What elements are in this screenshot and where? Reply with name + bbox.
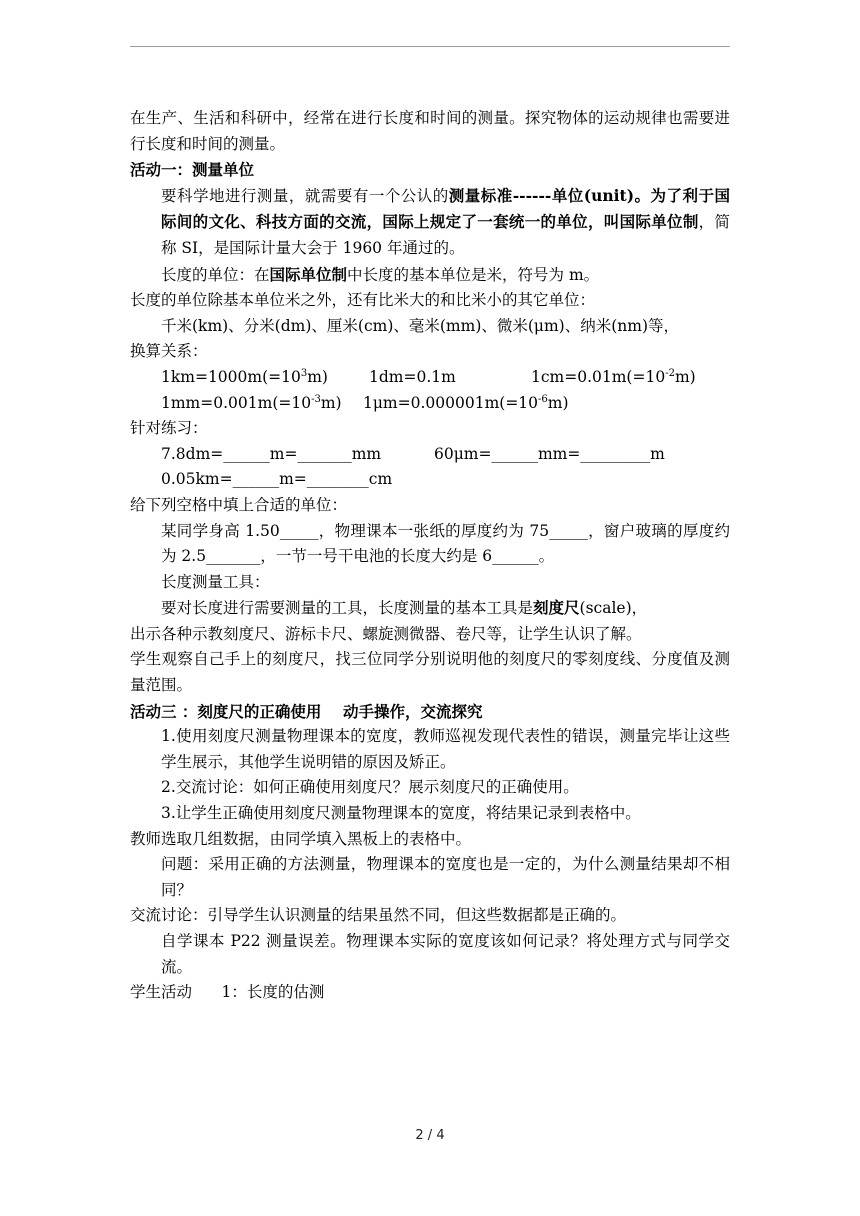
conversion-mm [161, 391, 363, 417]
text-run: 中长度的基本单位是米，符号为 m。 [347, 265, 600, 284]
conversion-cm [531, 368, 696, 386]
text-run: 1mm=0.001m(=10 [161, 393, 312, 412]
text-run: m) [674, 367, 696, 386]
exercise-row-2: 0.05km=______m=________cm [161, 470, 393, 489]
exercise-item: 7.8dm=______m=_______mm [161, 444, 382, 463]
text-run: 1km=1000m(=10 [161, 367, 301, 386]
teacher-paragraph: 教师选取几组数据，由同学填入黑板上的表格中。 [130, 829, 472, 848]
discussion-paragraph: 交流讨论：引导学生认识测量的结果虽然不同，但这些数据都是正确的。 [130, 906, 627, 925]
step-2: 2.交流讨论：如何正确使用刻度尺？展示刻度尺的正确使用。 [161, 778, 579, 797]
text-run: 1μm=0.000001m(=10 [363, 393, 539, 412]
bold-term: 国际单位制 [619, 212, 699, 232]
exponent: -3 [311, 393, 321, 405]
conversion-km [161, 365, 369, 391]
text-run: 1cm=0.01m(=10 [531, 367, 666, 386]
bold-term: 测量标准------单位(unit) [448, 185, 635, 205]
text-run: 要科学地进行测量，就需要有一个公认的 [161, 186, 449, 205]
conversion-um [363, 394, 569, 412]
text-run: (scale)， [579, 599, 648, 618]
exercise-title: 针对练习： [130, 419, 208, 438]
page-number: 2 / 4 [415, 1128, 445, 1143]
text-run: ，简称 SI，是国际计量大会于 1960 年通过的。 [161, 213, 730, 257]
text-run: m) [307, 367, 328, 386]
conversion-dm: 1dm=0.1m [369, 367, 456, 386]
fill-units-title: 给下列空格中填上合适的单位： [130, 495, 348, 514]
bold-term: 刻度尺 [533, 598, 580, 618]
tool-title: 长度测量工具： [161, 572, 270, 591]
conversion-row-2 [130, 391, 730, 417]
fill-units-paragraph: 某同学身高 1.50_____，物理课本一张纸的厚度约为 75_____，窗户玻璃的厚度约为 2.5_______，一节一号干电池的长度大约是 6______。 [161, 521, 730, 566]
document-body [130, 106, 730, 1006]
question-paragraph: 问题：采用正确的方法测量，物理课本的宽度也是一定的，为什么测量结果却不相同？ [161, 855, 730, 899]
unit-list: 千米(km)、分米(dm)、厘米(cm)、毫米(mm)、微米(μm)、纳米(nm)等， [161, 316, 680, 335]
exercise-item: 60μm=______mm=_________m [434, 444, 665, 463]
exponent: 3 [300, 367, 308, 379]
show-tools-paragraph: 出示各种示教刻度尺、游标卡尺、螺旋测微器、卷尺等，让学生认识了解。 [130, 624, 642, 643]
conversion-title: 换算关系： [130, 342, 208, 361]
activity-one-heading: 活动一：测量单位 [130, 160, 255, 180]
intro-paragraph: 在生产、生活和科研中，经常在进行长度和时间的测量。探究物体的运动规律也需要进行长度和时间的测量。 [130, 109, 730, 153]
header-rule [130, 46, 730, 47]
text-run: m) [547, 393, 569, 412]
exponent: -6 [538, 393, 548, 405]
activity-three-heading: 活动三 ：刻度尺的正确使用 动手操作，交流探究 [130, 701, 483, 721]
observe-paragraph: 学生观察自己手上的刻度尺，找三位同学分别说明他的刻度尺的零刻度线、分度值及测量范围。 [130, 650, 730, 695]
text-run: 要对长度进行需要测量的工具，长度测量的基本工具是 [161, 599, 534, 618]
text-run: m) [320, 393, 342, 412]
step-1: 1.使用刻度尺测量物理课本的宽度，教师巡视发现代表性的错误，测量完毕让这些学生展示，其他学生说明错的原因及矫正。 [161, 727, 730, 771]
student-activity-1: 学生活动 1：长度的估测 [130, 983, 325, 1002]
other-units-paragraph: 长度的单位除基本单位米之外，还有比米大的和比米小的其它单位： [130, 291, 596, 310]
exponent: -2 [665, 367, 675, 379]
unit-paragraph [130, 183, 730, 262]
bold-term: 国际单位制 [269, 264, 348, 284]
self-study-paragraph: 自学课本 P22 测量误差。物理课本实际的宽度该如何记录？将处理方式与同学交流。 [161, 932, 730, 976]
conversion-row-1 [130, 365, 730, 391]
length-unit-paragraph [130, 262, 730, 289]
step-3: 3.让学生正确使用刻度尺测量物理课本的宽度，将结果记录到表格中。 [161, 804, 641, 823]
text-run: 长度的单位：在 [161, 265, 270, 284]
tool-paragraph [130, 595, 730, 622]
text-run: 。为了利于国际间的文化、科技方面的交流，国际上规定了一套统一的单位，叫 [161, 185, 730, 232]
exercise-row-1 [130, 442, 730, 468]
